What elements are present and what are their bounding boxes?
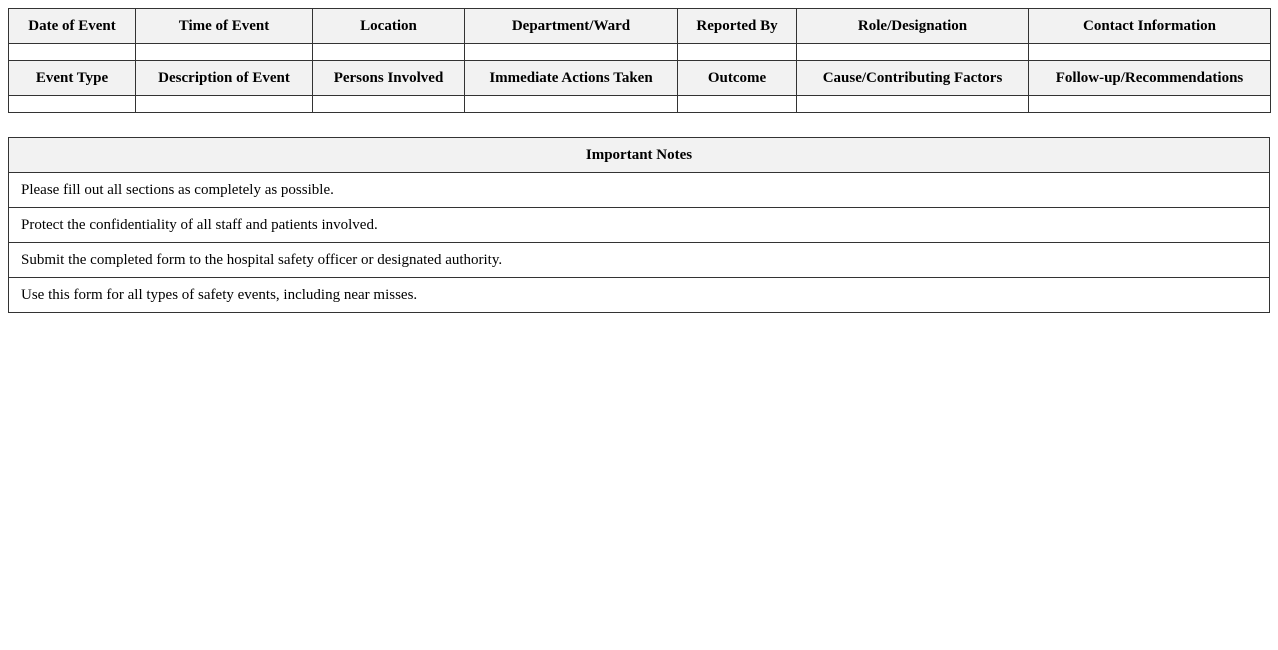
cell-department-ward[interactable]	[465, 44, 678, 61]
cell-immediate-actions-taken[interactable]	[465, 96, 678, 113]
header-persons-involved: Persons Involved	[313, 61, 465, 96]
header-role-designation: Role/Designation	[797, 9, 1029, 44]
header-row-1	[9, 9, 1271, 44]
cell-role-designation[interactable]	[797, 44, 1029, 61]
header-description-of-event: Description of Event	[136, 61, 313, 96]
cell-persons-involved[interactable]	[313, 96, 465, 113]
header-outcome: Outcome	[678, 61, 797, 96]
note-item: Submit the completed form to the hospital safety officer or designated authority.	[9, 243, 1270, 278]
note-item: Protect the confidentiality of all staff and patients involved.	[9, 208, 1270, 243]
note-row	[9, 173, 1270, 208]
cell-cause-contributing-factors[interactable]	[797, 96, 1029, 113]
cell-description-of-event[interactable]	[136, 96, 313, 113]
notes-title: Important Notes	[9, 138, 1270, 173]
cell-contact-information[interactable]	[1029, 44, 1271, 61]
value-row-2	[9, 96, 1271, 113]
notes-header-row	[9, 138, 1270, 173]
header-contact-information: Contact Information	[1029, 9, 1271, 44]
header-time-of-event: Time of Event	[136, 9, 313, 44]
header-reported-by: Reported By	[678, 9, 797, 44]
value-row-1	[9, 44, 1271, 61]
important-notes-table	[8, 137, 1270, 313]
header-event-type: Event Type	[9, 61, 136, 96]
cell-date-of-event[interactable]	[9, 44, 136, 61]
cell-time-of-event[interactable]	[136, 44, 313, 61]
cell-event-type[interactable]	[9, 96, 136, 113]
header-cause-contributing-factors: Cause/Contributing Factors	[797, 61, 1029, 96]
note-item: Use this form for all types of safety events, including near misses.	[9, 278, 1270, 313]
note-row	[9, 243, 1270, 278]
cell-outcome[interactable]	[678, 96, 797, 113]
header-row-2	[9, 61, 1271, 96]
header-follow-up-recommendations: Follow-up/Recommendations	[1029, 61, 1271, 96]
note-row	[9, 278, 1270, 313]
header-location: Location	[313, 9, 465, 44]
header-department-ward: Department/Ward	[465, 9, 678, 44]
note-row	[9, 208, 1270, 243]
event-report-table	[8, 8, 1271, 113]
cell-location[interactable]	[313, 44, 465, 61]
header-immediate-actions-taken: Immediate Actions Taken	[465, 61, 678, 96]
cell-reported-by[interactable]	[678, 44, 797, 61]
note-item: Please fill out all sections as completely as possible.	[9, 173, 1270, 208]
header-date-of-event: Date of Event	[9, 9, 136, 44]
cell-follow-up-recommendations[interactable]	[1029, 96, 1271, 113]
